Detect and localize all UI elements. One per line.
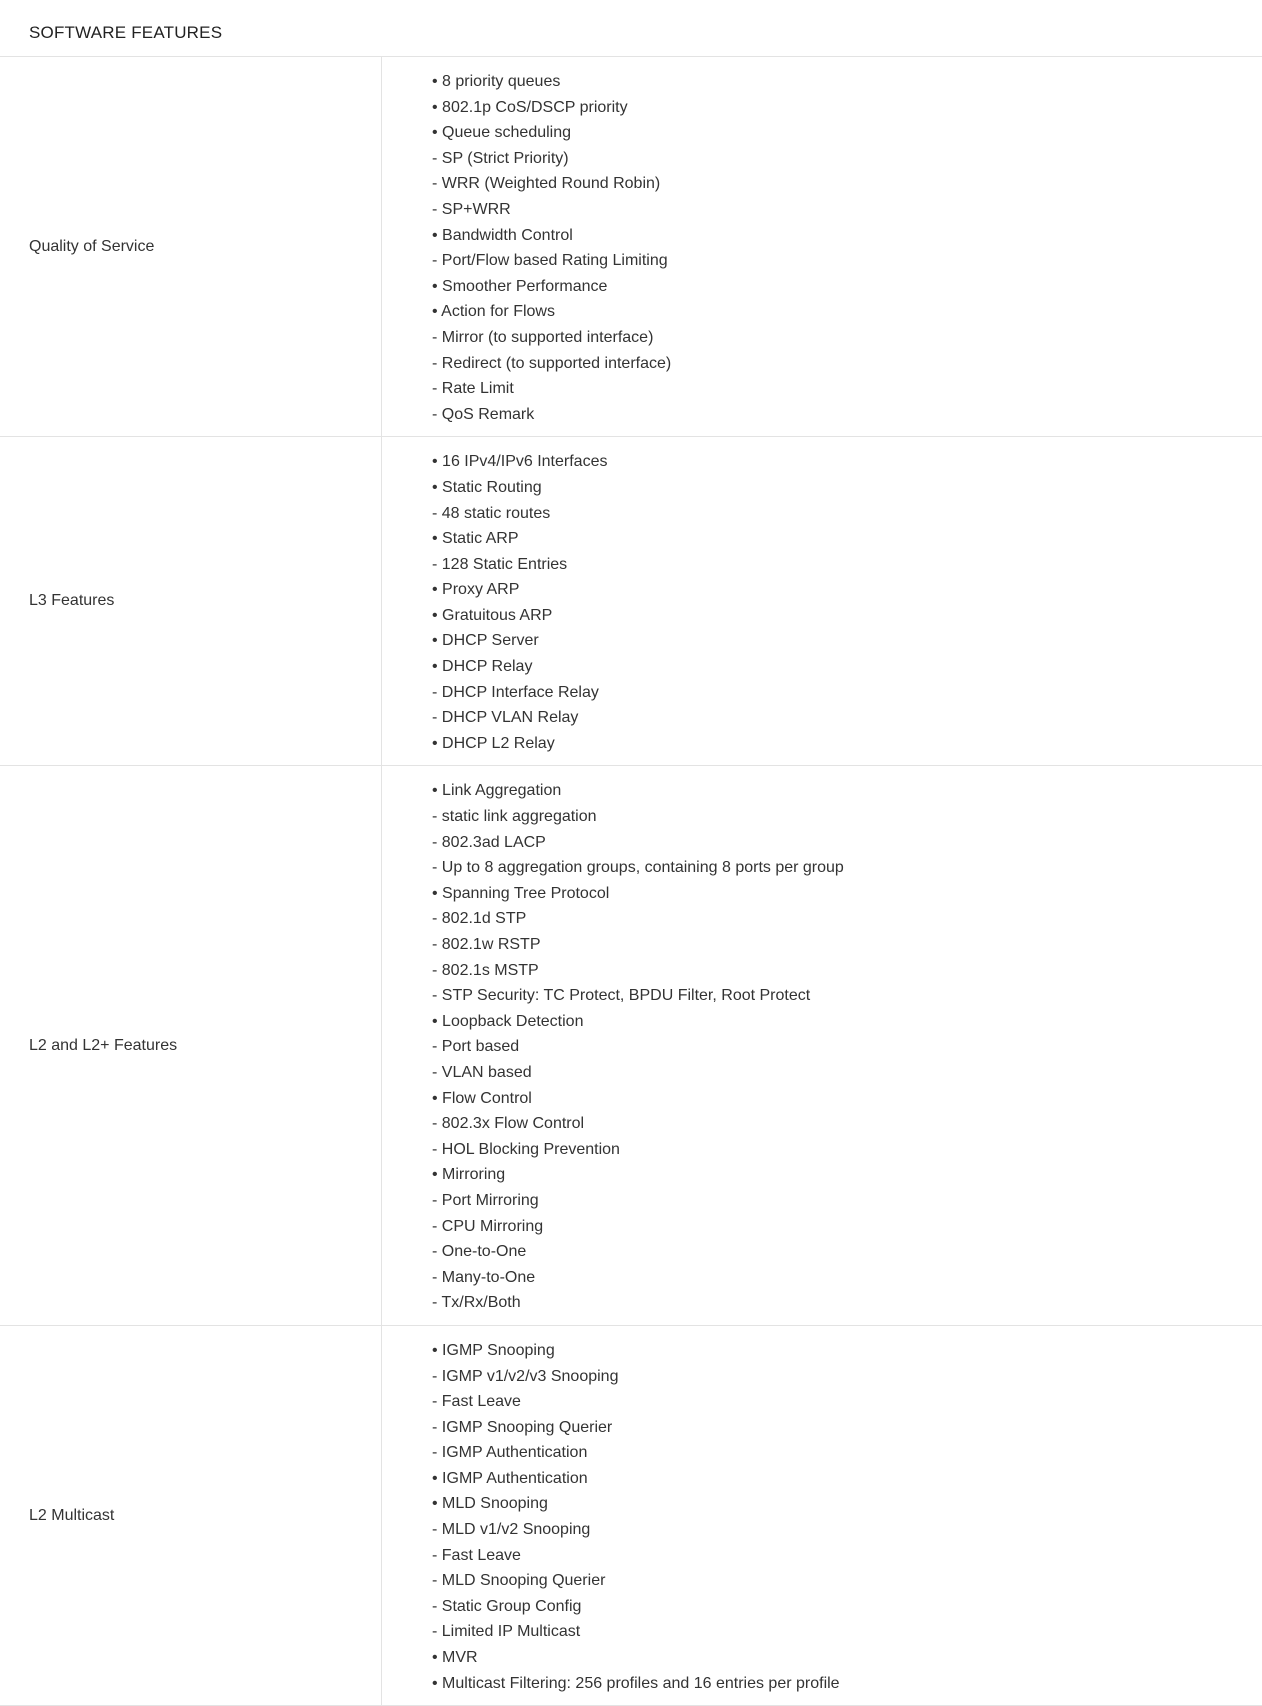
spec-list-item: • Queue scheduling bbox=[432, 124, 572, 142]
spec-list-item: - DHCP Interface Relay bbox=[432, 683, 599, 701]
spec-row bbox=[0, 437, 1262, 766]
spec-value-list bbox=[382, 437, 1262, 765]
spec-label: L2 Multicast bbox=[29, 1506, 115, 1524]
spec-list-item: • Gratuitous ARP bbox=[432, 606, 553, 624]
spec-list-item: • Multicast Filtering: 256 profiles and 16 entries per profile bbox=[432, 1674, 840, 1692]
spec-list-item: - IGMP Authentication bbox=[432, 1444, 588, 1462]
spec-list-item: - SP+WRR bbox=[432, 200, 511, 218]
section-title: SOFTWARE FEATURES bbox=[29, 23, 223, 42]
spec-list-item: - Rate Limit bbox=[432, 380, 514, 398]
spec-rows bbox=[0, 57, 1262, 1706]
spec-list-item: • IGMP Authentication bbox=[432, 1469, 588, 1487]
spec-list-item: • Static ARP bbox=[432, 530, 519, 548]
spec-list-item: - SP (Strict Priority) bbox=[432, 149, 569, 167]
spec-list-item: - One-to-One bbox=[432, 1243, 527, 1261]
spec-list-item: - Many-to-One bbox=[432, 1268, 536, 1286]
spec-list-item: • Action for Flows bbox=[432, 303, 555, 321]
spec-list-item: • Bandwidth Control bbox=[432, 226, 573, 244]
spec-list-item: - Port/Flow based Rating Limiting bbox=[432, 252, 668, 270]
spec-list-item: - Port Mirroring bbox=[432, 1191, 539, 1209]
spec-list-item: - CPU Mirroring bbox=[432, 1217, 544, 1235]
spec-list-item: • DHCP L2 Relay bbox=[432, 734, 555, 752]
spec-list-item: - static link aggregation bbox=[432, 808, 597, 826]
spec-list-item: - 802.1d STP bbox=[432, 910, 527, 928]
spec-list-item: - QoS Remark bbox=[432, 405, 535, 423]
spec-row bbox=[0, 57, 1262, 437]
spec-list-item: - Redirect (to supported interface) bbox=[432, 354, 672, 372]
spec-label-cell bbox=[0, 1326, 382, 1705]
spec-list-item: • IGMP Snooping bbox=[432, 1341, 555, 1359]
spec-list-item: - IGMP Snooping Querier bbox=[432, 1418, 613, 1436]
spec-list-item: - 802.1w RSTP bbox=[432, 936, 541, 953]
spec-list-item: • 8 priority queues bbox=[432, 73, 561, 90]
spec-list-item: • Static Routing bbox=[432, 478, 542, 496]
spec-list-item: - Mirror (to supported interface) bbox=[432, 328, 654, 346]
spec-list-item: • DHCP Relay bbox=[432, 658, 533, 676]
section-header bbox=[0, 0, 1262, 57]
spec-list-item: - WRR (Weighted Round Robin) bbox=[432, 175, 661, 193]
spec-label-cell bbox=[0, 437, 382, 765]
spec-value-list bbox=[382, 766, 1262, 1324]
spec-list-item: • Link Aggregation bbox=[432, 782, 562, 800]
spec-list-item: - Tx/Rx/Both bbox=[432, 1294, 521, 1312]
spec-list-item: - 128 Static Entries bbox=[432, 555, 568, 573]
spec-list-item: • Proxy ARP bbox=[432, 581, 520, 599]
spec-list-item: - Up to 8 aggregation groups, containing 8 ports per group bbox=[432, 859, 844, 877]
spec-label-cell bbox=[0, 766, 382, 1324]
spec-list-item: • 16 IPv4/IPv6 Interfaces bbox=[432, 453, 608, 471]
spec-list-item: • Loopback Detection bbox=[432, 1012, 584, 1030]
spec-list-item: • Smoother Performance bbox=[432, 277, 608, 295]
spec-list-item: - HOL Blocking Prevention bbox=[432, 1140, 620, 1158]
spec-list-item: - Fast Leave bbox=[432, 1393, 521, 1411]
spec-list-item: • Flow Control bbox=[432, 1089, 532, 1107]
spec-list-item: • MLD Snooping bbox=[432, 1495, 548, 1513]
spec-list-item: - DHCP VLAN Relay bbox=[432, 709, 579, 727]
spec-list-item: • Spanning Tree Protocol bbox=[432, 884, 610, 902]
spec-list-item: - VLAN based bbox=[432, 1063, 532, 1081]
spec-list-item: - 802.3ad LACP bbox=[432, 833, 546, 851]
spec-list-item: - Port based bbox=[432, 1038, 520, 1056]
spec-list-item: - MLD Snooping Querier bbox=[432, 1572, 606, 1590]
spec-label-cell bbox=[0, 57, 382, 436]
spec-row bbox=[0, 766, 1262, 1325]
spec-list-item: - Limited IP Multicast bbox=[432, 1623, 581, 1641]
spec-label: Quality of Service bbox=[29, 237, 155, 255]
spec-row bbox=[0, 1326, 1262, 1706]
spec-list-item: - 48 static routes bbox=[432, 504, 551, 522]
spec-list-item: - MLD v1/v2 Snooping bbox=[432, 1521, 591, 1539]
spec-list-item: - IGMP v1/v2/v3 Snooping bbox=[432, 1367, 619, 1385]
spec-list-item: - Static Group Config bbox=[432, 1597, 582, 1615]
spec-label: L3 Features bbox=[29, 592, 115, 610]
spec-list-item: - Fast Leave bbox=[432, 1546, 521, 1564]
spec-value-list bbox=[382, 57, 1262, 436]
spec-label: L2 and L2+ Features bbox=[29, 1036, 178, 1054]
spec-list-item: • Mirroring bbox=[432, 1166, 506, 1184]
spec-list-item: - 802.1s MSTP bbox=[432, 961, 539, 979]
spec-list-item: - 802.3x Flow Control bbox=[432, 1115, 585, 1133]
spec-list-item: • DHCP Server bbox=[432, 632, 539, 650]
spec-list-item: - STP Security: TC Protect, BPDU Filter, Root Protect bbox=[432, 987, 811, 1005]
spec-list-item: • MVR bbox=[432, 1649, 478, 1667]
spec-list-item: • 802.1p CoS/DSCP priority bbox=[432, 98, 628, 116]
spec-value-list bbox=[382, 1326, 1262, 1705]
